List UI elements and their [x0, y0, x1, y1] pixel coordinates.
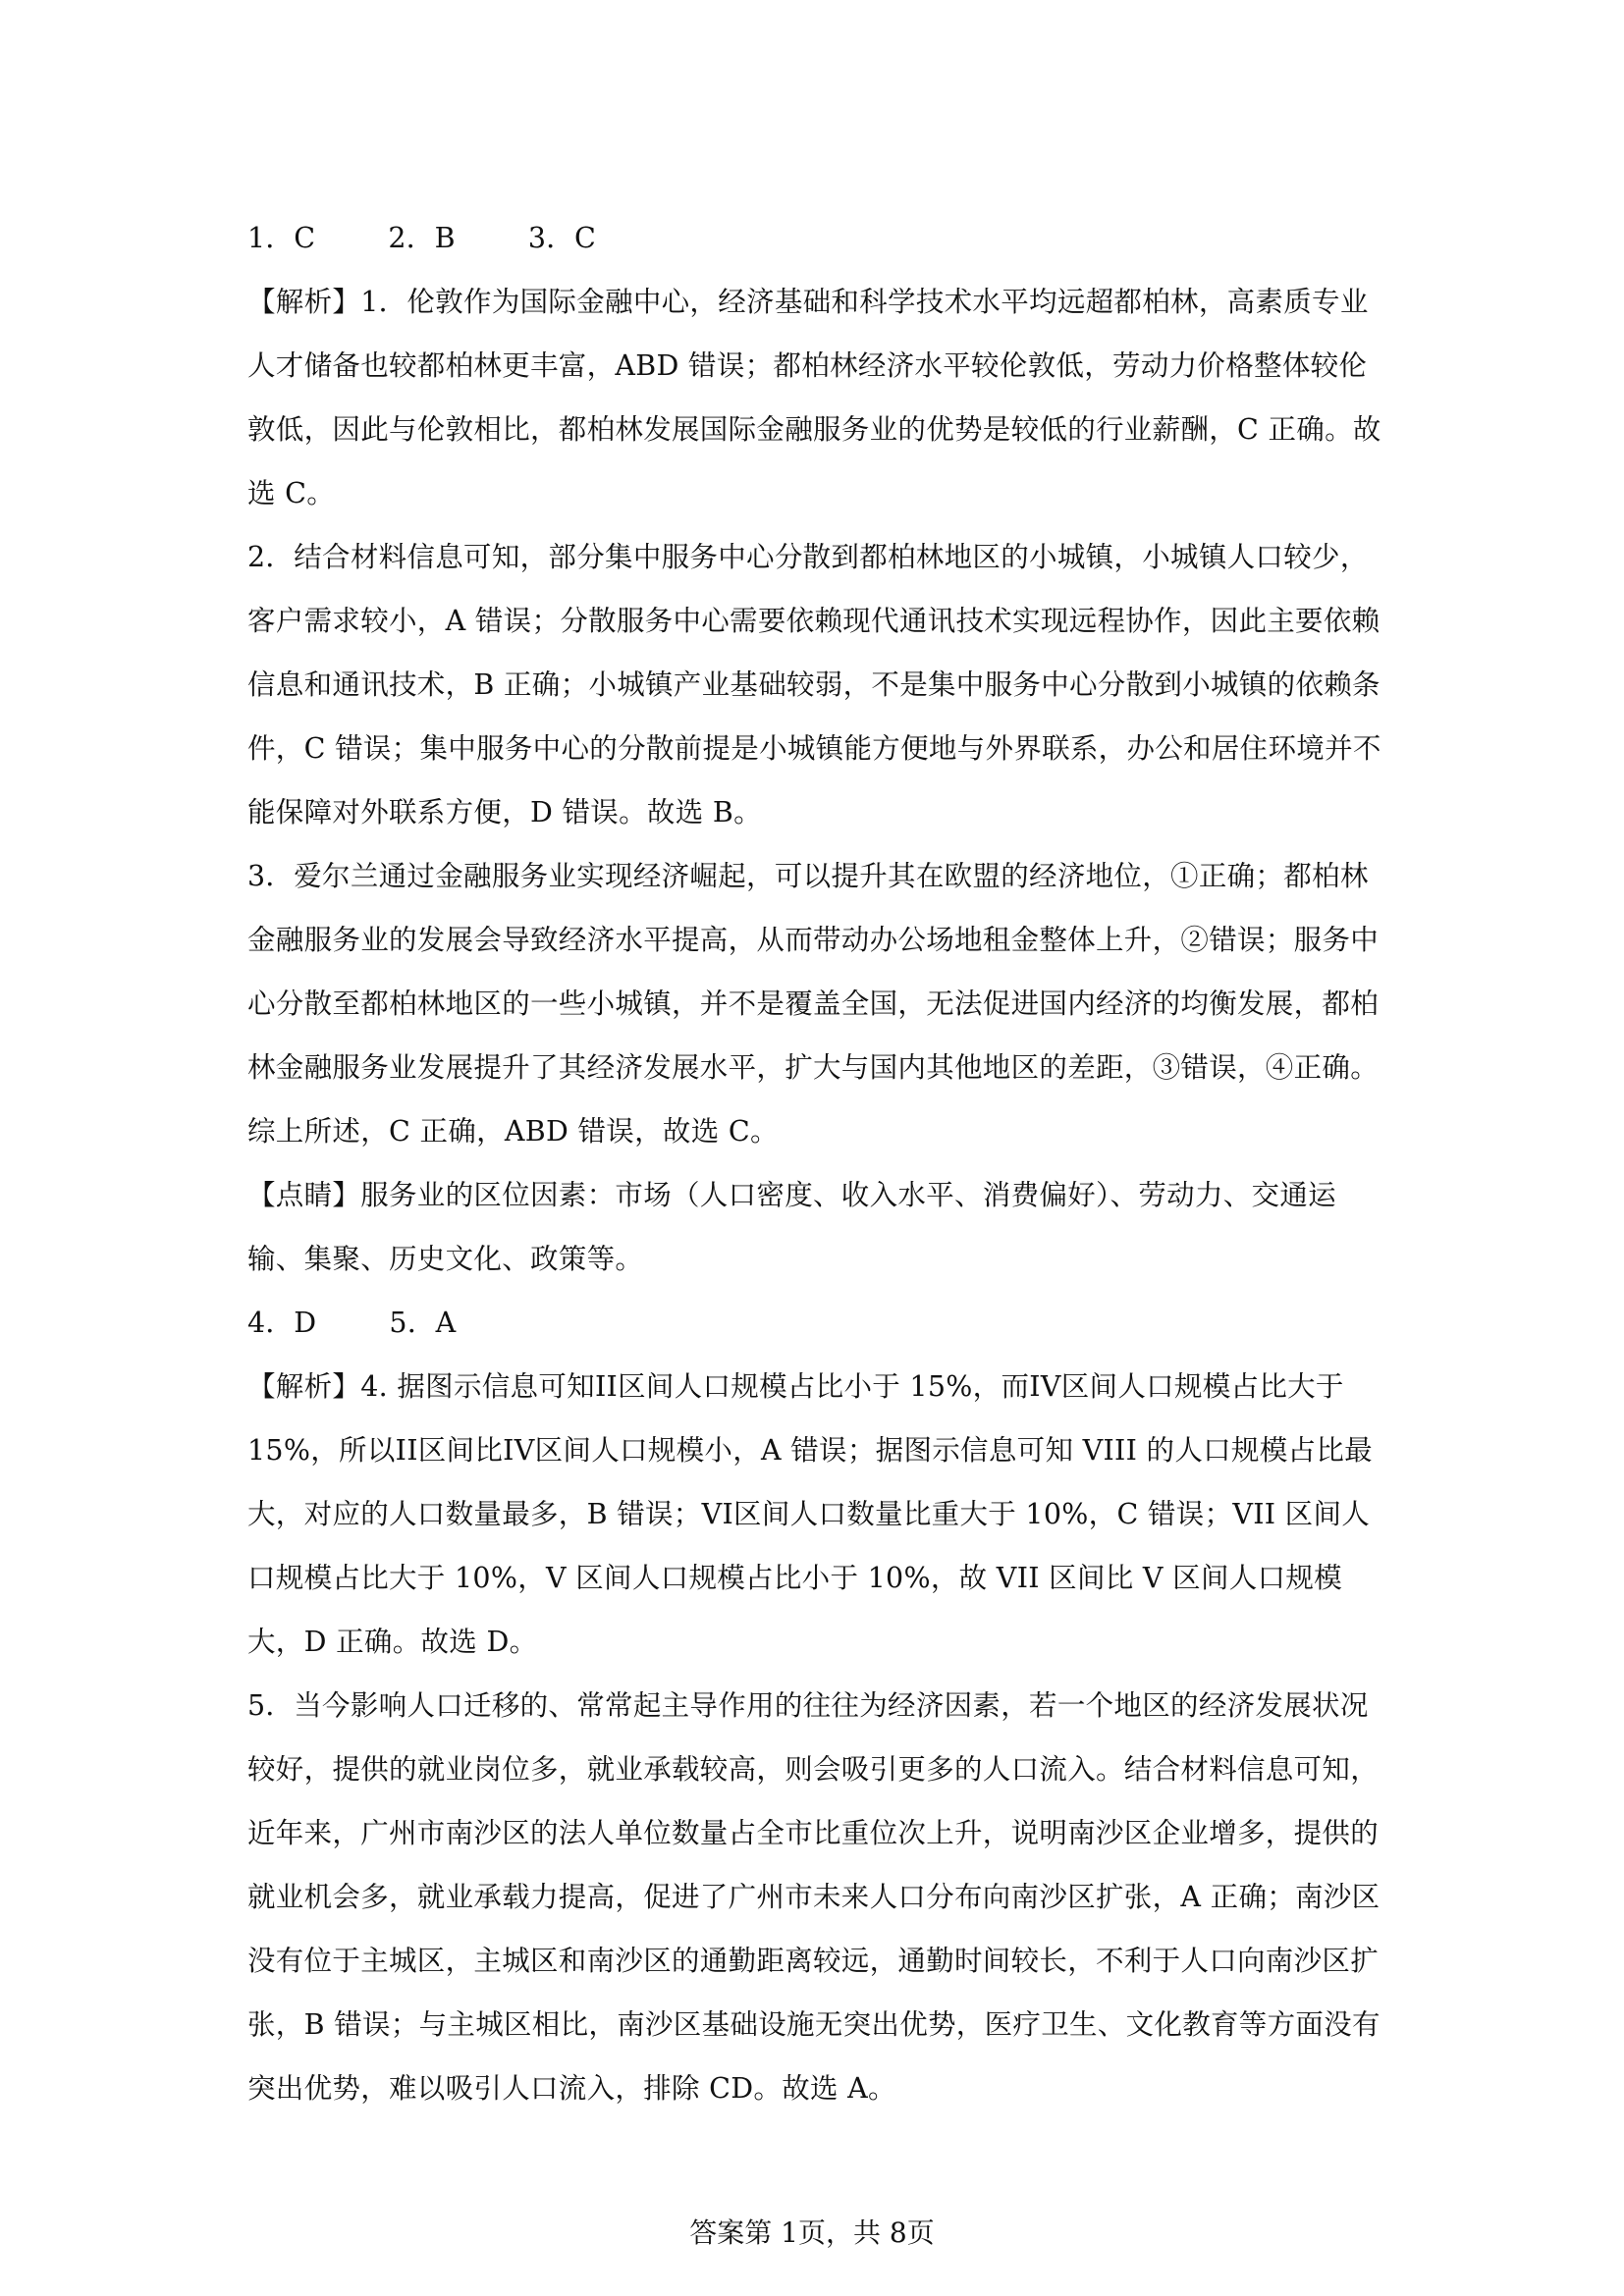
explanation-q3: 3．爱尔兰通过金融服务业实现经济崛起，可以提升其在欧盟的经济地位，①正确；都柏林金融服务业的发展会导致经济水平提高，从而带动办公场地租金整体上升，②错误；服务中心分散至都柏林地区的一些小城镇，并不是覆盖全国，无法促进国内经济的均衡发展，都柏林金融服务业发展提升了其经济发展水平，扩大与国内其他地区的差距，③错误，④正确。综上所述，C 正确，ABD 错误，故选 C。 — [247, 860, 1380, 1148]
answer-3: 3．C — [527, 222, 597, 254]
page-footer: 答案第 1页，共 8页 — [689, 2216, 935, 2249]
answer-2: 2．B — [388, 222, 456, 254]
answer-5: 5．A — [389, 1307, 457, 1339]
answer-4: 4．D — [247, 1307, 317, 1339]
answer-content — [247, 206, 1386, 2120]
explanation-q4: 【解析】4. 据图示信息可知II区间人口规模占比小于 15%，而IV区间人口规模占比大于 15%，所以II区间比IV区间人口规模小，A 错误；据图示信息可知 VIII 的人口规模占比最大，对应的人口数量最多，B 错误；VI区间人口数量比重大于 10%，C 错误；VII 区间人口规模占比大于 10%，V 区间人口规模占比小于 10%，故 VII 区间比 V 区间人口规模大，D 正确。故选 D。 — [247, 1370, 1373, 1658]
answer-row-4-5 — [247, 1291, 1386, 1355]
answer-row-1-3 — [247, 206, 1386, 270]
answer-1: 1．C — [247, 222, 316, 254]
explanation-q5: 5．当今影响人口迁移的、常常起主导作用的往往为经济因素，若一个地区的经济发展状况较好，提供的就业岗位多，就业承载较高，则会吸引更多的人口流入。结合材料信息可知，近年来，广州市南沙区的法人单位数量占全市比重位次上升，说明南沙区企业增多，提供的就业机会多，就业承载力提高，促进了广州市未来人口分布向南沙区扩张，A 正确；南沙区没有位于主城区，主城区和南沙区的通勤距离较远，通勤时间较长，不利于人口向南沙区扩张，B 错误；与主城区相比，南沙区基础设施无突出优势，医疗卫生、文化教育等方面没有突出优势，难以吸引人口流入，排除 CD。故选 A。 — [247, 1689, 1380, 2105]
explanation-q2: 2．结合材料信息可知，部分集中服务中心分散到都柏林地区的小城镇，小城镇人口较少，客户需求较小，A 错误；分散服务中心需要依赖现代通讯技术实现远程协作，因此主要依赖信息和通讯技术，B 正确；小城镇产业基础较弱，不是集中服务中心分散到小城镇的依赖条件，C 错误；集中服务中心的分散前提是小城镇能方便地与外界联系，办公和居住环境并不能保障对外联系方便，D 错误。故选 B。 — [247, 541, 1381, 828]
explanation-q1: 【解析】1．伦敦作为国际金融中心，经济基础和科学技术水平均远超都柏林，高素质专业人才储备也较都柏林更丰富，ABD 错误；都柏林经济水平较伦敦低，劳动力价格整体较伦敦低，因此与伦敦相比，都柏林发展国际金融服务业的优势是较低的行业薪酬，C 正确。故选 C。 — [247, 286, 1381, 509]
tip-note: 【点睛】服务业的区位因素：市场（人口密度、收入水平、消费偏好）、劳动力、交通运输、集聚、历史文化、政策等。 — [247, 1179, 1336, 1275]
